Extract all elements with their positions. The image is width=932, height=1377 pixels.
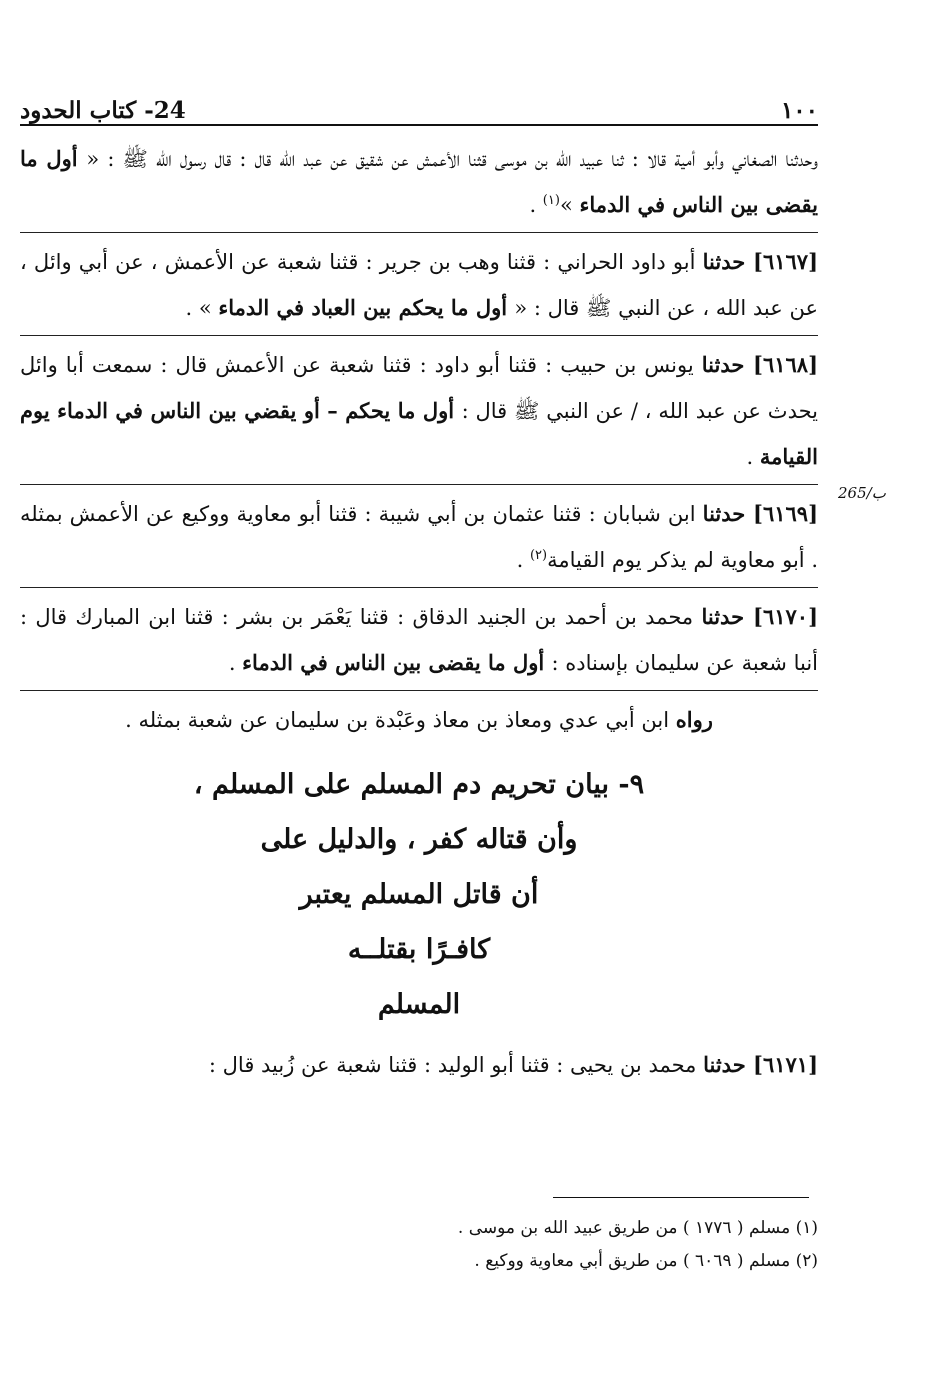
hadith-prefix: [٦١٦٩] حدثنا bbox=[702, 501, 818, 526]
page-body bbox=[20, 126, 818, 1092]
hadith-text: يونس بن حبيب : قثنا أبو داود : قثنا شعبة عن الأعمش قال : سمعت أبا وائل يحدث عن عبد الله ، / عن النبي ﷺ قال : bbox=[20, 353, 819, 423]
hadith-prefix: [٦١٦٨] حدثنا bbox=[701, 352, 818, 377]
section-heading-line: المسلم bbox=[377, 989, 461, 1020]
page-number: ١٠٠ bbox=[780, 97, 818, 124]
narration-note bbox=[20, 690, 818, 747]
hadith-text: ابن شبابان : قثنا عثمان بن أبي شيبة : قثنا أبو معاوية ووكيع عن الأعمش بمثله . أبو معاوية لم يذكر يوم القيامة bbox=[20, 502, 818, 572]
hadith-paragraph bbox=[20, 587, 818, 690]
hadith-tail: . bbox=[529, 193, 543, 217]
footnote: (١) مسلم ( ١٧٧٦ ) من طريق عبيد الله بن موسى . bbox=[457, 1218, 818, 1238]
footnote-ref: (٢) bbox=[529, 548, 548, 563]
section-heading-line: كافـرًا بقتلــه bbox=[347, 934, 491, 965]
footnote-divider bbox=[553, 1197, 809, 1198]
hadith-paragraph bbox=[20, 484, 818, 587]
margin-folio-note: 265/ب bbox=[838, 484, 886, 502]
hadith-paragraph bbox=[20, 1036, 818, 1092]
hadith-after: » . bbox=[185, 296, 219, 320]
hadith-after: . bbox=[746, 445, 760, 469]
hadith-after: » bbox=[559, 193, 580, 217]
hadith-text: محمد بن أحمد بن الجنيد الدقاق : قثنا يَعْمَر بن بشر : قثنا ابن المبارك قال : أنبا شعبة عن سليمان بإسناده : bbox=[20, 605, 818, 675]
footnote-ref: (١) bbox=[542, 193, 560, 208]
hadith-text: وحدثنا الصغاني وأبو أمية قالا : ثنا عبيد الله بن موسى قثنا الأعمش عن شقيق عن عبد الله قال : قال رسول الله ﷺ : « bbox=[86, 147, 818, 171]
footnote: (٢) مسلم ( ٦٠٦٩ ) من طريق أبي معاوية ووكيع . bbox=[474, 1251, 818, 1271]
hadith-prefix: [٦١٧٠] حدثنا bbox=[701, 604, 818, 629]
hadith-prefix: [٦١٦٧] حدثنا bbox=[702, 249, 818, 274]
section-heading-line: أن قاتل المسلم يعتبر bbox=[299, 879, 539, 910]
narration-text: ابن أبي عدي ومعاذ بن معاذ وعَبْدة بن سليمان عن شعبة بمثله . bbox=[125, 708, 676, 732]
hadith-bold-text: أول ما يحكم – أو يقضي بين الناس في الدماء يوم القيامة bbox=[20, 398, 818, 469]
hadith-paragraph bbox=[20, 130, 818, 232]
hadith-text: أبو داود الحراني : قثنا وهب بن جرير : قثنا شعبة عن الأعمش ، عن أبي وائل ، عن عبد الله ، عن النبي ﷺ قال : « bbox=[20, 250, 818, 320]
section-heading-line: وأن قتاله كفر ، والدليل على bbox=[260, 824, 578, 855]
hadith-bold-text: أول ما يحكم بين العباد في الدماء bbox=[218, 295, 515, 320]
hadith-prefix: [٦١٧١] حدثنا bbox=[703, 1052, 818, 1077]
page-header bbox=[20, 80, 818, 126]
hadith-bold-text: أول ما يقضى بين الناس في الدماء bbox=[20, 146, 818, 217]
hadith-paragraph bbox=[20, 232, 818, 335]
chapter-title: 24- كتاب الحدود bbox=[20, 97, 186, 124]
footnotes bbox=[20, 1212, 818, 1278]
page-content bbox=[20, 80, 818, 1092]
section-heading-line: ٩- بيان تحريم دم المسلم على المسلم ، bbox=[193, 769, 645, 800]
hadith-paragraph bbox=[20, 335, 818, 484]
hadith-bold-text: أول ما يقضى بين الناس في الدماء bbox=[242, 650, 552, 675]
hadith-text: محمد بن يحيى : قثنا أبو الوليد : قثنا شعبة عن زُبيد قال : bbox=[208, 1053, 704, 1077]
hadith-after: . bbox=[228, 651, 243, 675]
section-heading bbox=[20, 757, 818, 1032]
narration-prefix: رواه bbox=[675, 707, 713, 732]
hadith-tail: . bbox=[516, 548, 530, 572]
